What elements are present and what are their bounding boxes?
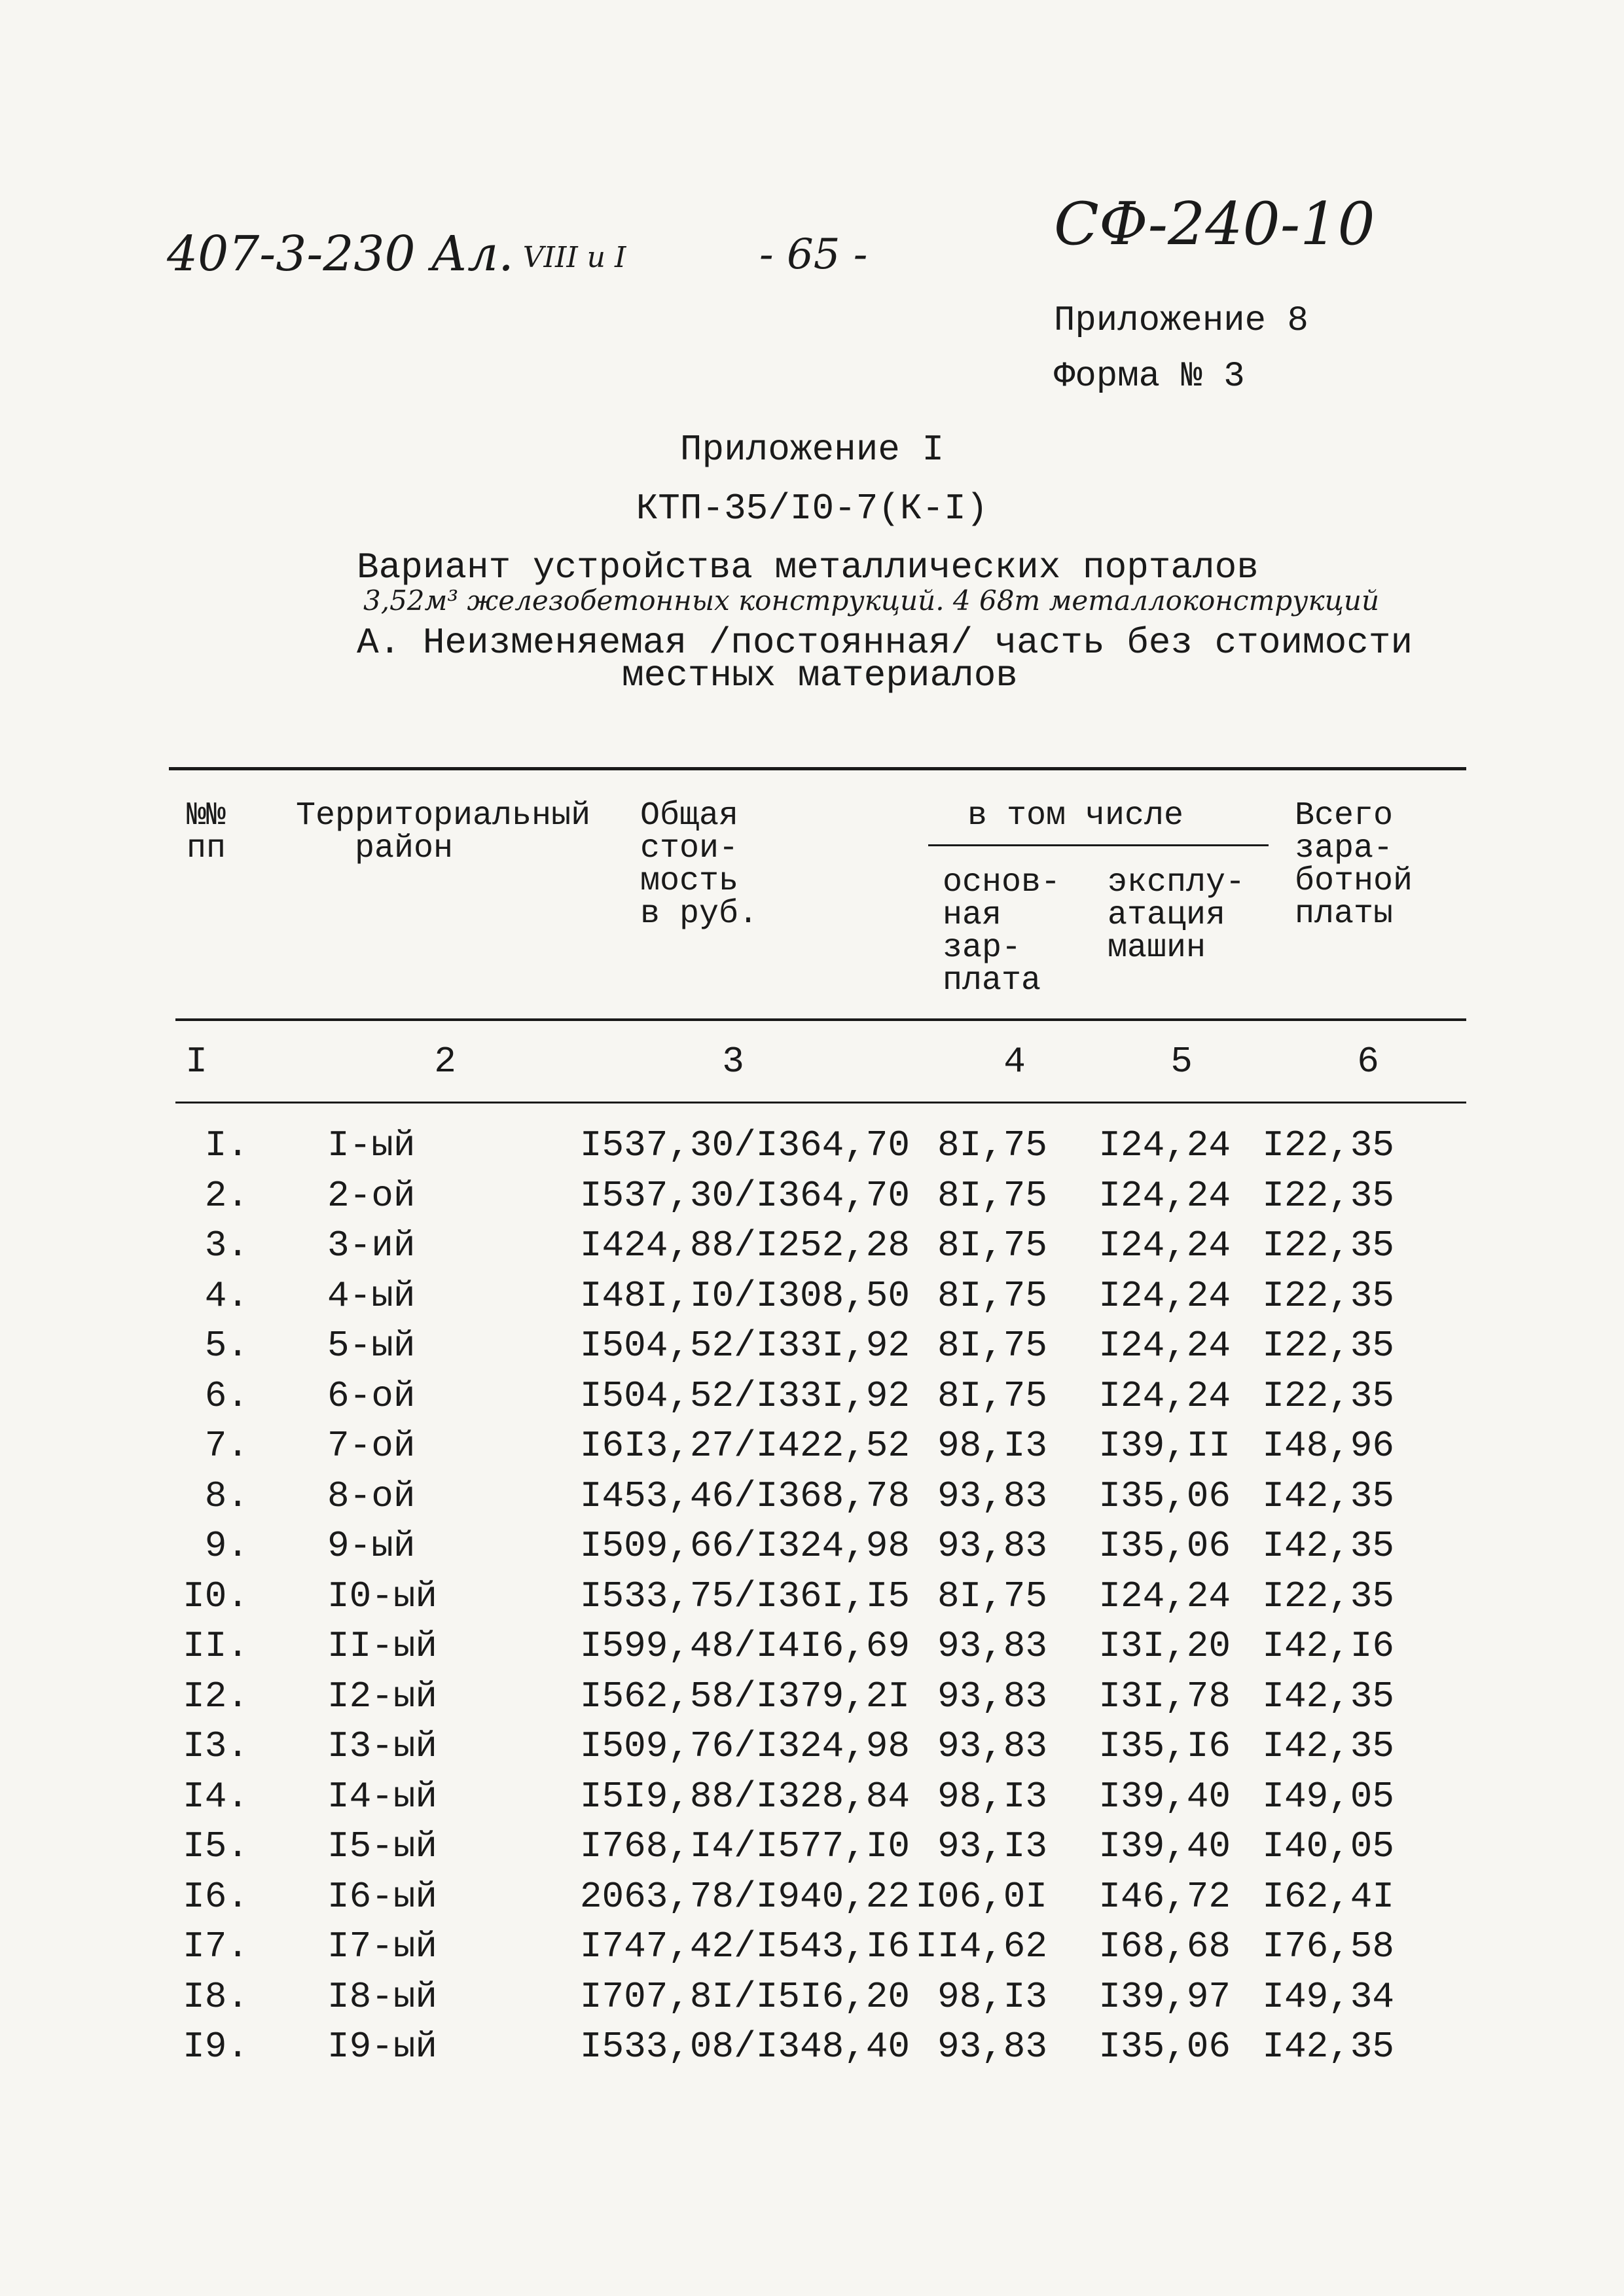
header-bottom-rule	[175, 1018, 1466, 1021]
header-total-wage: Всего зара- ботной платы	[1295, 797, 1413, 933]
row-total-wage: I42,35	[1262, 1675, 1394, 1717]
row-machines: I35,06	[1098, 1475, 1231, 1517]
column-number-1: I	[185, 1041, 208, 1083]
column-number-5: 5	[1170, 1041, 1193, 1083]
row-total-wage: I42,35	[1262, 1475, 1394, 1517]
row-base-wage: 8I,75	[937, 1575, 1047, 1617]
row-machines: I24,24	[1098, 1124, 1231, 1166]
appendix-title: Приложение I	[679, 429, 945, 471]
row-region: I3-ый	[327, 1725, 438, 1767]
row-number: 5.	[204, 1325, 249, 1367]
header-base-wage: основ- ная зар- плата	[943, 864, 1061, 999]
row-machines: I39,II	[1098, 1425, 1231, 1467]
row-machines: I24,24	[1098, 1374, 1231, 1417]
row-region: I0-ый	[327, 1575, 438, 1617]
row-machines: I35,06	[1098, 1525, 1231, 1567]
row-region: 7-ой	[327, 1425, 416, 1467]
row-base-wage: 93,83	[937, 1475, 1047, 1517]
row-total-cost: I453,46/I368,78	[579, 1475, 910, 1517]
handwritten-note: 3,52м³ железобетонных конструкций. 4 68т металлоконструкций	[363, 584, 1380, 617]
row-region: II-ый	[327, 1625, 438, 1667]
row-base-wage: 93,I3	[937, 1825, 1047, 1867]
row-total-cost: I533,08/I348,40	[579, 2026, 910, 2068]
row-total-wage: I42,35	[1262, 2026, 1394, 2068]
form-number: Форма № 3	[1054, 357, 1245, 397]
row-region: 5-ый	[327, 1325, 416, 1367]
column-numbers-rule	[175, 1102, 1466, 1103]
row-region: I4-ый	[327, 1775, 438, 1818]
row-base-wage: 98,I3	[937, 1425, 1047, 1467]
row-base-wage: 98,I3	[937, 1775, 1047, 1818]
header-including: в том числе	[967, 797, 1184, 834]
row-region: I9-ый	[327, 2026, 438, 2068]
doc-code-text: 407-3-230 Ал.	[167, 226, 514, 282]
row-total-wage: I42,I6	[1262, 1625, 1394, 1667]
row-base-wage: 93,83	[937, 1675, 1047, 1717]
row-total-cost: I5I9,88/I328,84	[579, 1775, 910, 1818]
row-total-wage: I40,05	[1262, 1825, 1394, 1867]
row-region: I7-ый	[327, 1926, 438, 1967]
row-region: 3-ий	[327, 1225, 416, 1266]
document-code	[167, 226, 626, 282]
row-machines: I3I,78	[1098, 1675, 1231, 1717]
row-machines: I24,24	[1098, 1325, 1231, 1367]
part-a-title: А. Неизменяемая /постоянная/ часть без стоимости	[357, 622, 1413, 664]
row-base-wage: 93,83	[937, 1625, 1047, 1667]
row-total-cost: I504,52/I33I,92	[579, 1374, 910, 1417]
row-base-wage: 93,83	[937, 1725, 1047, 1767]
row-total-wage: I49,05	[1262, 1775, 1394, 1818]
header-num: №№ пп	[187, 797, 226, 867]
row-region: 9-ый	[327, 1525, 416, 1567]
ktp-title: КТП-35/I0-7(К-I)	[636, 488, 988, 529]
row-total-wage: I62,4I	[1262, 1875, 1394, 1918]
row-number: I4.	[183, 1775, 249, 1818]
row-number: 3.	[204, 1225, 249, 1266]
row-machines: I39,97	[1098, 1975, 1231, 2018]
row-number: 7.	[204, 1425, 249, 1467]
header-machines: эксплу- атация машин	[1108, 864, 1246, 967]
row-number: I.	[204, 1124, 249, 1166]
row-total-cost: I509,76/I324,98	[579, 1725, 910, 1767]
row-total-cost: I537,30/I364,70	[579, 1124, 910, 1166]
row-base-wage: I06,0I	[915, 1875, 1047, 1918]
row-total-cost: I509,66/I324,98	[579, 1525, 910, 1567]
row-machines: I24,24	[1098, 1575, 1231, 1617]
row-total-cost: I533,75/I36I,I5	[579, 1575, 910, 1617]
row-total-cost: I504,52/I33I,92	[579, 1325, 910, 1367]
row-machines: I24,24	[1098, 1174, 1231, 1217]
header-region: Территориальный район	[296, 797, 591, 867]
row-total-wage: I22,35	[1262, 1225, 1394, 1266]
column-number-4: 4	[1003, 1041, 1026, 1083]
row-total-cost: I537,30/I364,70	[579, 1174, 910, 1217]
row-number: II.	[183, 1625, 249, 1667]
row-region: 8-ой	[327, 1475, 416, 1517]
row-number: 4.	[204, 1274, 249, 1317]
row-number: 2.	[204, 1174, 249, 1217]
row-region: 2-ой	[327, 1174, 416, 1217]
row-base-wage: 93,83	[937, 2026, 1047, 2068]
row-total-wage: I49,34	[1262, 1975, 1394, 2018]
row-machines: I35,I6	[1098, 1725, 1231, 1767]
row-region: I6-ый	[327, 1875, 438, 1918]
row-number: I8.	[183, 1975, 249, 2018]
row-base-wage: 8I,75	[937, 1374, 1047, 1417]
row-number: I2.	[183, 1675, 249, 1717]
album-number: VIII и I	[522, 241, 626, 275]
row-total-cost: I707,8I/I5I6,20	[579, 1975, 910, 2018]
part-a-subtitle: местных материалов	[622, 655, 1018, 696]
row-total-wage: I22,35	[1262, 1575, 1394, 1617]
sheet-code: СФ-240-10	[1054, 190, 1375, 259]
row-machines: I68,68	[1098, 1926, 1231, 1967]
row-total-wage: I42,35	[1262, 1725, 1394, 1767]
row-region: I2-ый	[327, 1675, 438, 1717]
row-number: I5.	[183, 1825, 249, 1867]
row-number: 8.	[204, 1475, 249, 1517]
row-total-wage: I48,96	[1262, 1425, 1394, 1467]
row-region: I8-ый	[327, 1975, 438, 2018]
row-total-wage: I22,35	[1262, 1124, 1394, 1166]
row-total-cost: I6I3,27/I422,52	[579, 1425, 910, 1467]
row-base-wage: 8I,75	[937, 1274, 1047, 1317]
row-base-wage: 8I,75	[937, 1124, 1047, 1166]
column-number-3: 3	[722, 1041, 744, 1083]
row-total-cost: I768,I4/I577,I0	[579, 1825, 910, 1867]
row-region: I5-ый	[327, 1825, 438, 1867]
column-number-2: 2	[434, 1041, 456, 1083]
appendix-8-label: Приложение 8	[1054, 301, 1308, 341]
table-top-rule	[169, 767, 1466, 770]
row-number: I7.	[183, 1926, 249, 1967]
row-number: 9.	[204, 1525, 249, 1567]
row-base-wage: 93,83	[937, 1525, 1047, 1567]
row-machines: I46,72	[1098, 1875, 1231, 1918]
row-machines: I35,06	[1098, 2026, 1231, 2068]
row-total-cost: I599,48/I4I6,69	[579, 1625, 910, 1667]
column-number-6: 6	[1357, 1041, 1379, 1083]
row-base-wage: II4,62	[915, 1926, 1047, 1967]
row-number: I3.	[183, 1725, 249, 1767]
row-total-cost: I562,58/I379,2I	[579, 1675, 910, 1717]
row-region: 4-ый	[327, 1274, 416, 1317]
row-total-cost: 2063,78/I940,22	[579, 1875, 910, 1918]
row-base-wage: 8I,75	[937, 1325, 1047, 1367]
row-total-wage: I22,35	[1262, 1325, 1394, 1367]
row-machines: I24,24	[1098, 1274, 1231, 1317]
row-machines: I39,40	[1098, 1825, 1231, 1867]
row-total-wage: I76,58	[1262, 1926, 1394, 1967]
subheader-rule	[928, 844, 1269, 846]
row-total-wage: I42,35	[1262, 1525, 1394, 1567]
row-number: I6.	[183, 1875, 249, 1918]
row-machines: I3I,20	[1098, 1625, 1231, 1667]
row-machines: I39,40	[1098, 1775, 1231, 1818]
row-total-cost: I747,42/I543,I6	[579, 1926, 910, 1967]
row-number: I0.	[183, 1575, 249, 1617]
variant-title: Вариант устройства металлических порталов	[357, 547, 1259, 588]
row-total-cost: I48I,I0/I308,50	[579, 1274, 910, 1317]
row-total-wage: I22,35	[1262, 1374, 1394, 1417]
row-region: 6-ой	[327, 1374, 416, 1417]
page-number: - 65 -	[759, 230, 868, 279]
row-base-wage: 8I,75	[937, 1225, 1047, 1266]
row-number: 6.	[204, 1374, 249, 1417]
row-machines: I24,24	[1098, 1225, 1231, 1266]
row-total-cost: I424,88/I252,28	[579, 1225, 910, 1266]
row-base-wage: 98,I3	[937, 1975, 1047, 2018]
header-total-cost: Общая стои- мость в руб.	[640, 797, 759, 933]
row-number: I9.	[183, 2026, 249, 2068]
row-total-wage: I22,35	[1262, 1274, 1394, 1317]
row-base-wage: 8I,75	[937, 1174, 1047, 1217]
row-total-wage: I22,35	[1262, 1174, 1394, 1217]
row-region: I-ый	[327, 1124, 416, 1166]
